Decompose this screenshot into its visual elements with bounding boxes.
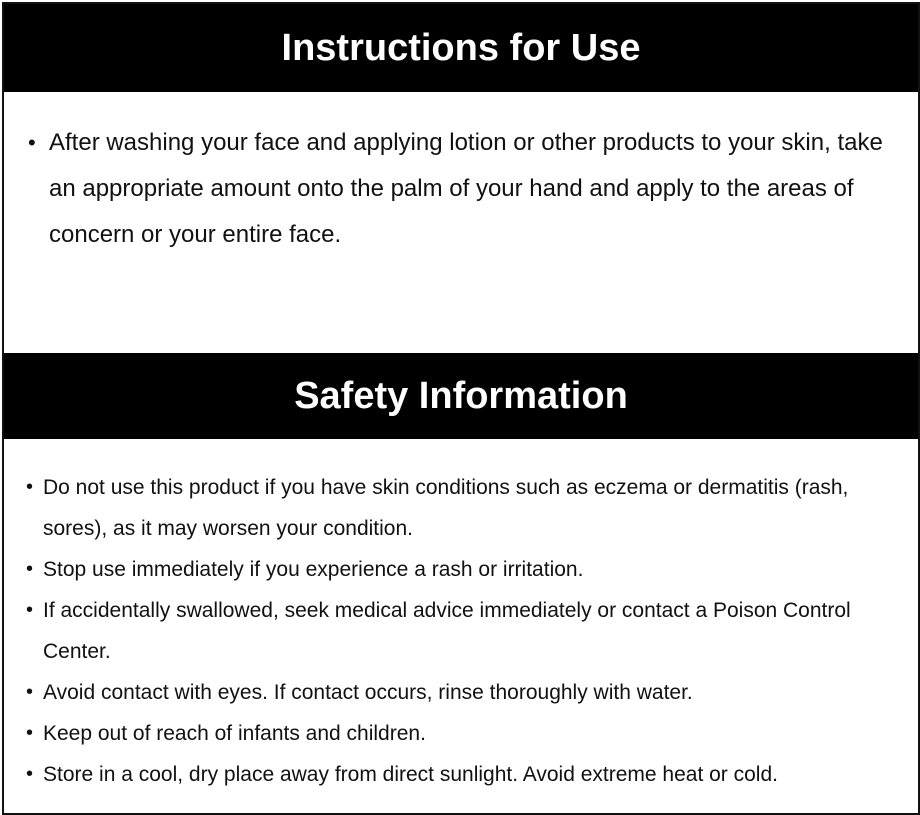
safety-text: Stop use immediately if you experience a rash or irritation. xyxy=(43,558,584,581)
list-item xyxy=(24,590,904,672)
bullet-icon: • xyxy=(26,763,34,785)
list-item xyxy=(24,467,904,549)
bullet-icon: • xyxy=(26,681,34,703)
bullet-icon: • xyxy=(28,130,36,155)
safety-text: Avoid contact with eyes. If contact occurs, rinse thoroughly with water. xyxy=(43,681,693,704)
bullet-icon: • xyxy=(26,476,34,498)
bullet-icon: • xyxy=(26,558,34,580)
safety-text: Store in a cool, dry place away from direct sunlight. Avoid extreme heat or cold. xyxy=(43,763,778,786)
safety-list xyxy=(24,467,904,795)
safety-heading: Safety Information xyxy=(4,353,918,439)
bullet-icon: • xyxy=(26,599,34,621)
instruction-text: After washing your face and applying lotion or other products to your skin, take an appropriate amount onto the palm of your hand and apply to the areas of concern or your entire face. xyxy=(49,129,883,248)
safety-text: Do not use this product if you have skin conditions such as eczema or dermatitis (rash, sores), as it may worsen your condition. xyxy=(43,476,849,540)
instructions-heading: Instructions for Use xyxy=(4,4,918,92)
list-item xyxy=(24,549,904,590)
list-item xyxy=(24,754,904,795)
list-item xyxy=(24,713,904,754)
bullet-icon: • xyxy=(26,722,34,744)
document-frame xyxy=(2,2,920,815)
list-item xyxy=(24,672,904,713)
instructions-list xyxy=(24,120,894,258)
safety-text: If accidentally swallowed, seek medical advice immediately or contact a Poison Control Center. xyxy=(43,599,851,663)
list-item xyxy=(24,120,894,258)
safety-text: Keep out of reach of infants and children. xyxy=(43,722,426,745)
